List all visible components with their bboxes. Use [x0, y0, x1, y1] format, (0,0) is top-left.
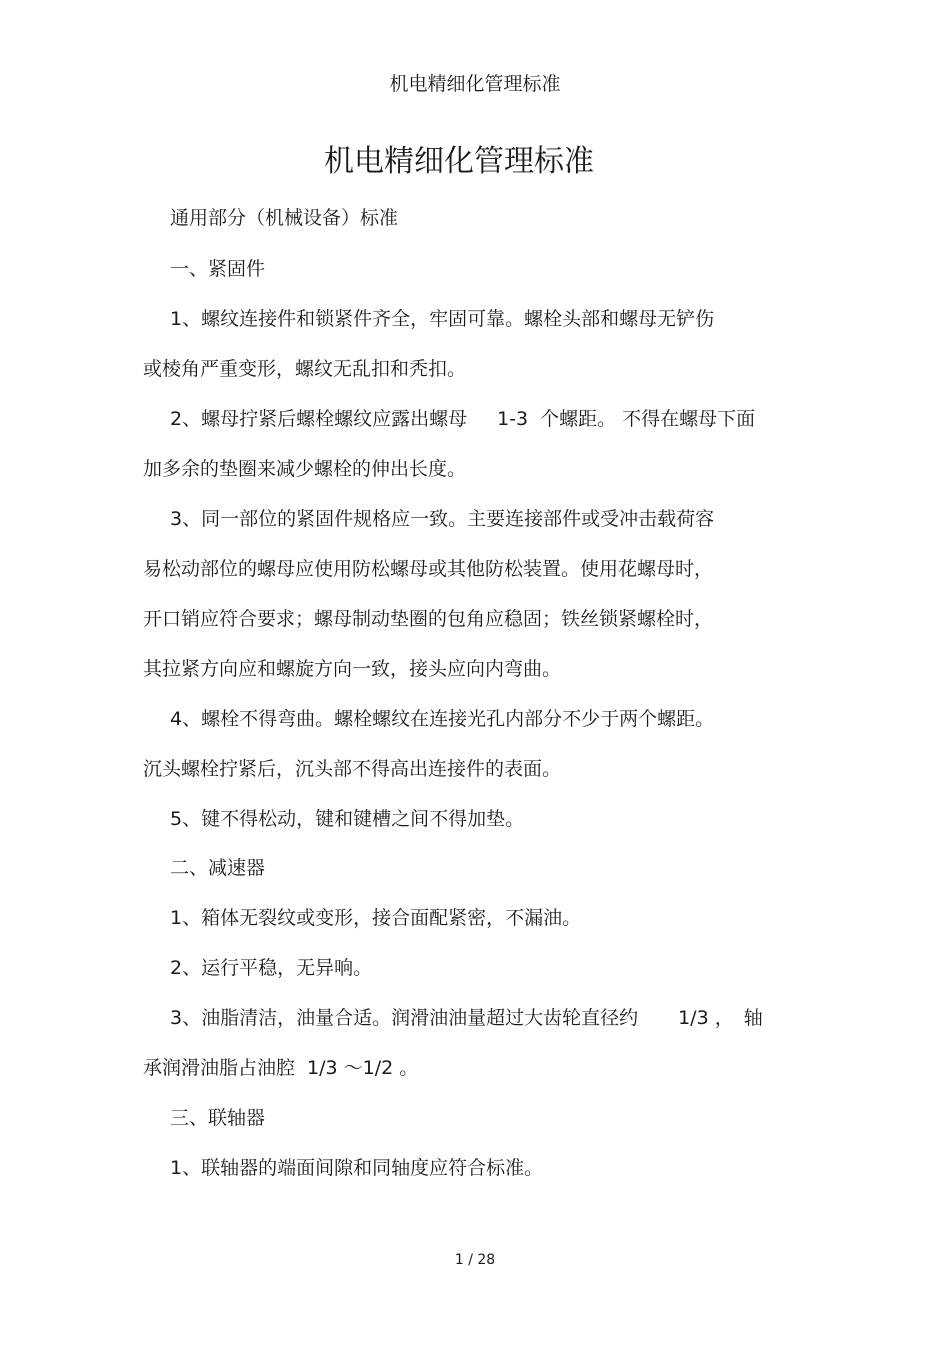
paragraph-line: 1、箱体无裂纹或变形，接合面配紧密，不漏油。 [170, 907, 582, 929]
paragraph-line: 1、螺纹连接件和锁紧件齐全，牢固可靠。螺栓头部和螺母无铲伤 [170, 308, 715, 330]
paragraph-line: 易松动部位的螺母应使用防松螺母或其他防松装置。使用花螺母时， [143, 558, 714, 580]
subsection-heading: 二、减速器 [170, 857, 266, 879]
paragraph-line [170, 1004, 763, 1032]
text-run: 2、螺母拧紧后螺栓螺纹应露出螺母 [170, 408, 468, 430]
running-header: 机电精细化管理标准 [389, 73, 561, 95]
paragraph-line: 3、同一部位的紧固件规格应一致。主要连接部件或受冲击载荷容 [170, 508, 715, 530]
page-number: 1 [454, 1252, 464, 1268]
paragraph-line: 沉头螺栓拧紧后，沉头部不得高出连接件的表面。 [143, 758, 562, 780]
subsection-heading: 三、联轴器 [170, 1107, 266, 1129]
text-run: 3、油脂清洁，油量合适。润滑油油量超过大齿轮直径约 [170, 1007, 639, 1029]
document-title: 机电精细化管理标准 [324, 144, 594, 179]
number-run: 1/3 ～1/2 。 [307, 1057, 419, 1079]
number-run: 1-3 [497, 408, 529, 430]
page-separator: / [468, 1252, 473, 1268]
paragraph-line: 5、键不得松动，键和键槽之间不得加垫。 [170, 808, 525, 830]
paragraph-line: 4、螺栓不得弯曲。螺栓螺纹在连接光孔内部分不少于两个螺距。 [170, 708, 715, 730]
paragraph-line: 或棱角严重变形，螺纹无乱扣和秃扣。 [143, 358, 467, 380]
text-run: 轴 [743, 1007, 763, 1029]
paragraph-line: 开口销应符合要求；螺母制动垫圈的包角应稳固；铁丝锁紧螺栓时， [143, 608, 714, 630]
page-footer [0, 1249, 950, 1271]
paragraph-line: 2、运行平稳，无异响。 [170, 957, 373, 979]
text-run: 承润滑油脂占油腔 [143, 1057, 296, 1079]
paragraph-line: 其拉紧方向应和螺旋方向一致，接头应向内弯曲。 [143, 658, 562, 680]
paragraph-line [170, 405, 755, 433]
paragraph-line [143, 1054, 418, 1082]
text-run: 个螺距。 不得在螺母下面 [540, 408, 756, 430]
paragraph-line: 加多余的垫圈来减少螺栓的伸出长度。 [143, 458, 467, 480]
subsection-heading: 一、紧固件 [170, 258, 266, 280]
section-heading: 通用部分（机械设备）标准 [170, 207, 399, 229]
number-run: 1/3 ， [678, 1007, 734, 1029]
total-pages: 28 [477, 1252, 496, 1268]
paragraph-line: 1、联轴器的端面间隙和同轴度应符合标准。 [170, 1157, 544, 1179]
